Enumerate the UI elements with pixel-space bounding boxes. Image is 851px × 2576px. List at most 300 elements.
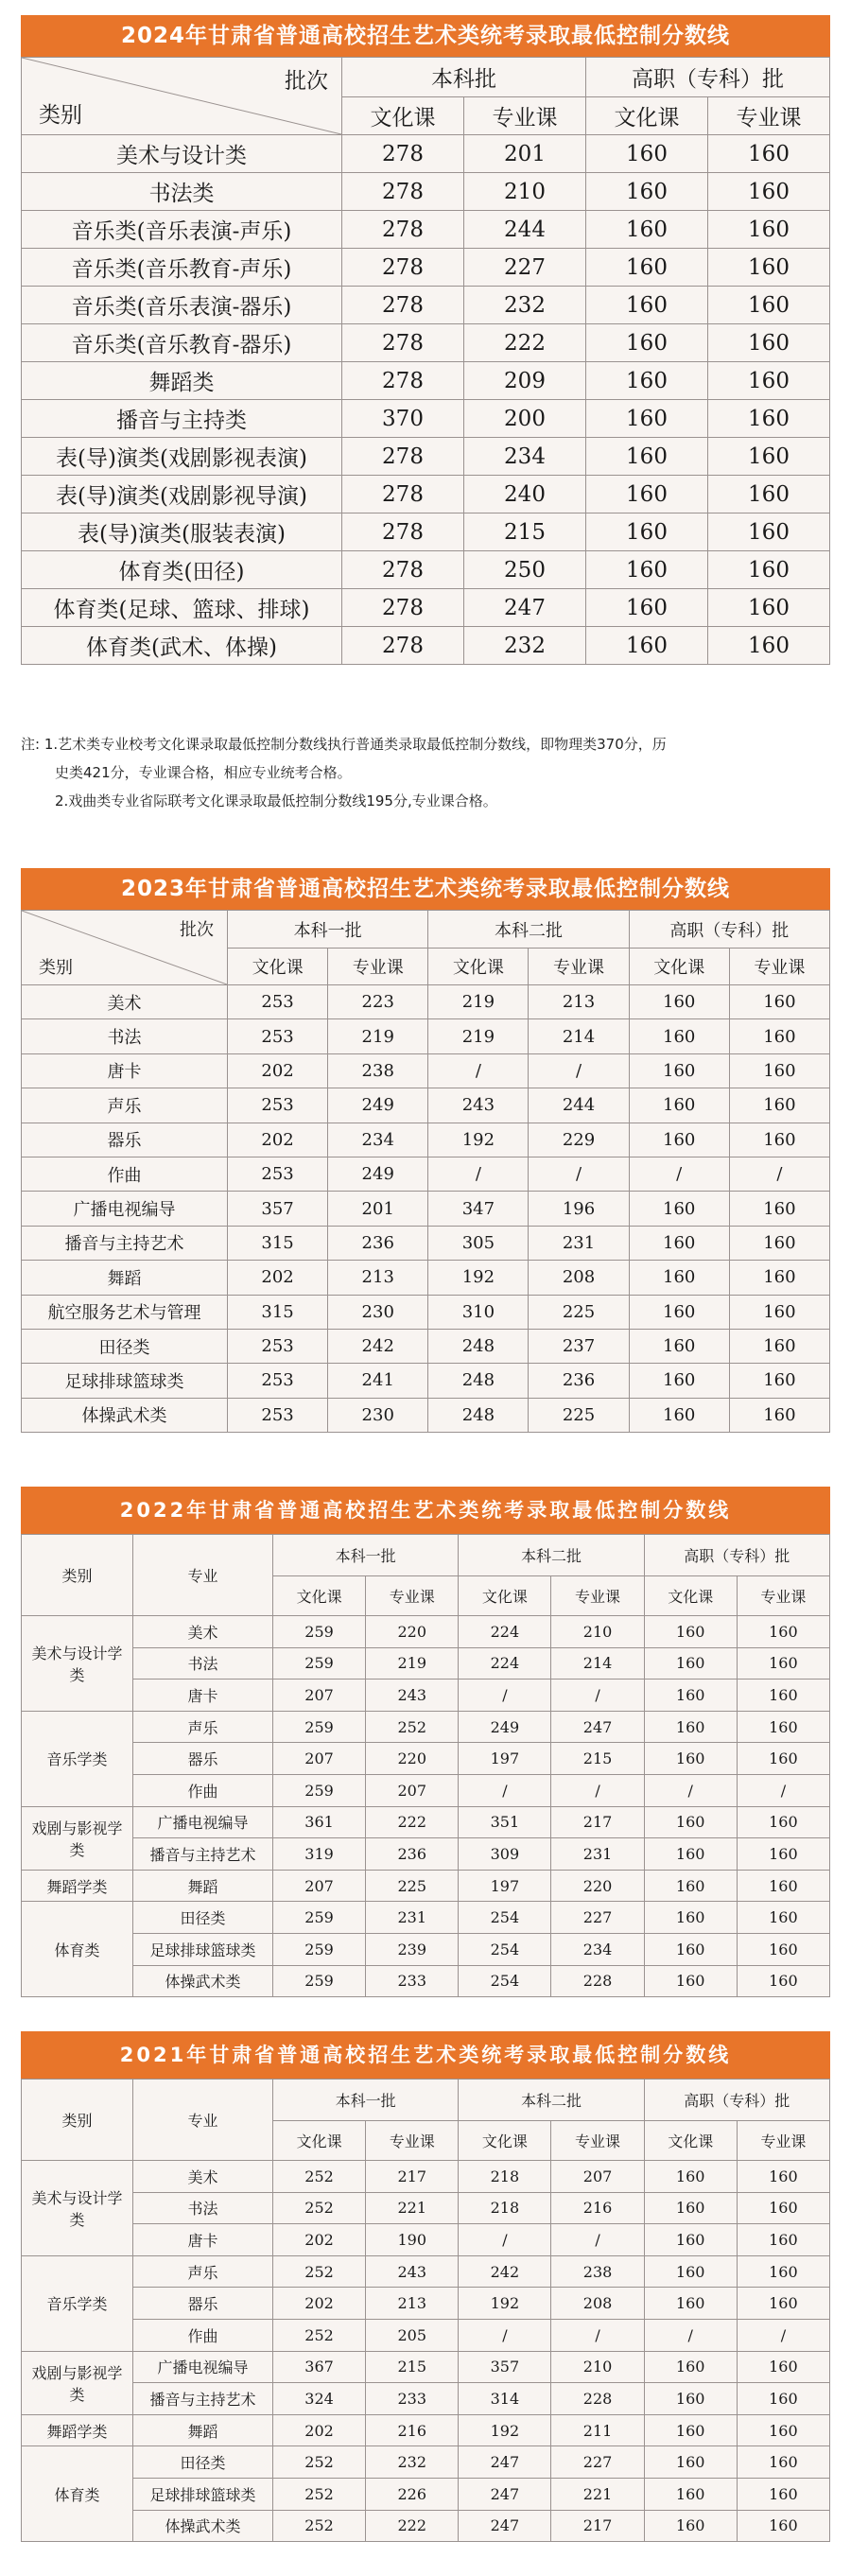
score-cell: 207: [273, 1743, 366, 1775]
score-cell: 215: [464, 513, 586, 551]
column-header: 文化课: [586, 97, 708, 135]
score-cell: 250: [464, 551, 586, 589]
table-row: [22, 1680, 830, 1712]
score-cell: 221: [366, 2192, 459, 2224]
group-header: 本科二批: [459, 2080, 644, 2121]
score-cell: 243: [366, 1680, 459, 1712]
score-cell: 319: [273, 1838, 366, 1871]
major-cell: 舞蹈: [133, 1870, 273, 1902]
score-cell: 160: [729, 1398, 829, 1432]
score-cell: 160: [737, 1965, 829, 1997]
score-cell: 252: [273, 2446, 366, 2479]
score-cell: 160: [729, 1053, 829, 1088]
major-cell: 田径类: [133, 2446, 273, 2479]
table-row: [22, 362, 830, 400]
table-row: [22, 1329, 830, 1363]
score-cell: 253: [228, 1088, 328, 1123]
score-cell: 248: [428, 1398, 529, 1432]
score-cell: 259: [273, 1711, 366, 1743]
table-row: [22, 2319, 830, 2351]
score-cell: 223: [328, 985, 428, 1019]
table-row: [22, 438, 830, 476]
score-cell: 160: [729, 1295, 829, 1329]
score-cell: 252: [273, 2510, 366, 2542]
score-cell: 278: [342, 249, 464, 287]
major-cell: 播音与主持艺术: [133, 2383, 273, 2415]
score-cell: 160: [708, 287, 830, 324]
score-cell: 160: [586, 476, 708, 513]
score-cell: 202: [273, 2224, 366, 2256]
score-cell: 160: [737, 1680, 829, 1712]
table-row: [22, 2192, 830, 2224]
score-cell: 259: [273, 1774, 366, 1806]
category-cell: 美术与设计学类: [22, 1616, 133, 1712]
score-cell: /: [644, 1774, 737, 1806]
table-2024-section: [21, 15, 830, 665]
score-cell: 160: [629, 1088, 729, 1123]
score-cell: 222: [366, 2510, 459, 2542]
score-cell: 214: [529, 1019, 629, 1053]
score-cell: 217: [551, 2510, 644, 2542]
score-cell: 160: [644, 2446, 737, 2479]
score-cell: 160: [644, 1965, 737, 1997]
major-cell: 声乐: [133, 2255, 273, 2288]
score-cell: 227: [551, 1902, 644, 1934]
score-cell: 278: [342, 627, 464, 665]
score-cell: 197: [459, 1870, 551, 1902]
score-cell: 216: [366, 2414, 459, 2446]
score-cell: 259: [273, 1965, 366, 1997]
category-header: 类别: [22, 1535, 133, 1616]
score-cell: 213: [366, 2288, 459, 2320]
score-cell: 160: [644, 2478, 737, 2510]
row-label: 声乐: [22, 1088, 228, 1123]
table-row: [22, 1226, 830, 1260]
score-cell: 215: [551, 1743, 644, 1775]
score-cell: 238: [551, 2255, 644, 2288]
score-cell: 160: [737, 2478, 829, 2510]
diagonal-header-cell: [22, 58, 342, 135]
group-header: 本科二批: [459, 1535, 644, 1576]
score-cell: 160: [708, 476, 830, 513]
column-header: 文化课: [459, 1576, 551, 1616]
table-row: [22, 1806, 830, 1838]
score-cell: 160: [586, 400, 708, 438]
score-cell: /: [551, 2224, 644, 2256]
diagonal-header-cell: [22, 911, 228, 985]
score-cell: 230: [328, 1295, 428, 1329]
score-cell: 218: [459, 2192, 551, 2224]
score-cell: 241: [328, 1364, 428, 1398]
major-cell: 舞蹈: [133, 2414, 273, 2446]
score-cell: 160: [737, 2510, 829, 2542]
score-cell: 160: [729, 1364, 829, 1398]
score-cell: 278: [342, 324, 464, 362]
score-cell: 228: [551, 2383, 644, 2415]
table-row: [22, 2288, 830, 2320]
table-row: [22, 1616, 830, 1648]
group-header: 高职（专科）批: [629, 911, 829, 949]
major-cell: 广播电视编导: [133, 1806, 273, 1838]
score-cell: 160: [708, 438, 830, 476]
table-row: [22, 1965, 830, 1997]
row-label: 书法: [22, 1019, 228, 1053]
score-cell: 202: [228, 1053, 328, 1088]
score-cell: 278: [342, 513, 464, 551]
score-cell: 253: [228, 1364, 328, 1398]
category-cell: 音乐学类: [22, 1711, 133, 1806]
table-row: [22, 513, 830, 551]
category-cell: 舞蹈学类: [22, 1870, 133, 1902]
score-cell: 225: [529, 1295, 629, 1329]
score-cell: 232: [464, 287, 586, 324]
score-cell: 160: [708, 400, 830, 438]
score-cell: 278: [342, 173, 464, 211]
score-cell: 315: [228, 1226, 328, 1260]
score-cell: 209: [464, 362, 586, 400]
score-cell: 160: [644, 1647, 737, 1680]
score-cell: 160: [708, 362, 830, 400]
major-cell: 播音与主持艺术: [133, 1838, 273, 1871]
row-label: 体操武术类: [22, 1398, 228, 1432]
score-cell: 160: [644, 1616, 737, 1648]
score-cell: 219: [366, 1647, 459, 1680]
major-cell: 体操武术类: [133, 2510, 273, 2542]
category-label: 类别: [39, 103, 82, 128]
score-cell: 160: [729, 1261, 829, 1295]
table-row: [22, 627, 830, 665]
score-cell: 243: [366, 2255, 459, 2288]
row-label: 器乐: [22, 1123, 228, 1157]
score-cell: 160: [708, 211, 830, 249]
score-cell: 160: [737, 1743, 829, 1775]
row-label: 音乐类(音乐教育-器乐): [22, 324, 342, 362]
score-cell: 278: [342, 551, 464, 589]
row-label: 书法类: [22, 173, 342, 211]
score-cell: 228: [551, 1965, 644, 1997]
table-2022-title: 2022年甘肃省普通高校招生艺术类统考录取最低控制分数线: [21, 1487, 830, 1534]
score-cell: 202: [273, 2288, 366, 2320]
score-cell: 351: [459, 1806, 551, 1838]
score-cell: 242: [328, 1329, 428, 1363]
column-header: 专业课: [529, 949, 629, 985]
table-row: [22, 1192, 830, 1226]
notes-2024: [21, 730, 830, 815]
table-row: [22, 1295, 830, 1329]
score-cell: 253: [228, 1157, 328, 1191]
major-cell: 声乐: [133, 1711, 273, 1743]
table-row: [22, 1123, 830, 1157]
score-cell: 160: [644, 2383, 737, 2415]
score-cell: 160: [644, 1902, 737, 1934]
score-cell: 160: [586, 211, 708, 249]
score-cell: 160: [629, 1364, 729, 1398]
score-cell: 230: [328, 1398, 428, 1432]
major-cell: 作曲: [133, 1774, 273, 1806]
row-label: 足球排球篮球类: [22, 1364, 228, 1398]
score-cell: 310: [428, 1295, 529, 1329]
score-cell: 160: [729, 1123, 829, 1157]
major-header: 专业: [133, 2080, 273, 2161]
score-cell: 160: [586, 135, 708, 173]
table-row: [22, 2510, 830, 2542]
score-cell: /: [551, 1680, 644, 1712]
score-cell: 252: [273, 2478, 366, 2510]
column-header: 专业课: [737, 1576, 829, 1616]
table-row: [22, 2161, 830, 2193]
major-cell: 书法: [133, 1647, 273, 1680]
score-cell: 324: [273, 2383, 366, 2415]
score-cell: 216: [551, 2192, 644, 2224]
score-cell: 232: [464, 627, 586, 665]
score-cell: 225: [529, 1398, 629, 1432]
score-cell: 213: [529, 985, 629, 1019]
table-row: [22, 2383, 830, 2415]
score-cell: 247: [459, 2478, 551, 2510]
row-label: 音乐类(音乐表演-器乐): [22, 287, 342, 324]
category-cell: 戏剧与影视学类: [22, 2351, 133, 2414]
score-cell: 357: [228, 1192, 328, 1226]
score-cell: 218: [459, 2161, 551, 2193]
score-cell: 244: [464, 211, 586, 249]
score-cell: 160: [644, 2192, 737, 2224]
score-cell: 160: [629, 1398, 729, 1432]
score-cell: 197: [459, 1743, 551, 1775]
score-cell: 361: [273, 1806, 366, 1838]
column-header: 文化课: [273, 2121, 366, 2161]
table-row: [22, 985, 830, 1019]
column-header: 专业课: [328, 949, 428, 985]
major-cell: 唐卡: [133, 1680, 273, 1712]
major-cell: 器乐: [133, 2288, 273, 2320]
table-2021-title: 2021年甘肃省普通高校招生艺术类统考录取最低控制分数线: [21, 2031, 830, 2079]
score-cell: 160: [644, 1870, 737, 1902]
score-cell: 160: [708, 513, 830, 551]
table-row: [22, 2255, 830, 2288]
score-cell: 160: [737, 2351, 829, 2383]
table-row: [22, 2224, 830, 2256]
table-row: [22, 211, 830, 249]
category-cell: 美术与设计学类: [22, 2161, 133, 2256]
score-cell: /: [428, 1157, 529, 1191]
score-cell: 207: [366, 1774, 459, 1806]
score-cell: 160: [737, 2255, 829, 2288]
score-cell: 253: [228, 1398, 328, 1432]
column-header: 文化课: [629, 949, 729, 985]
table-row: [22, 287, 830, 324]
score-cell: 196: [529, 1192, 629, 1226]
score-cell: 202: [228, 1123, 328, 1157]
score-cell: 278: [342, 287, 464, 324]
score-cell: 208: [551, 2288, 644, 2320]
score-cell: 220: [551, 1870, 644, 1902]
column-header: 文化课: [428, 949, 529, 985]
note-line: 2.戏曲类专业省际联考文化课录取最低控制分数线195分,专业课合格。: [55, 792, 497, 809]
score-cell: 202: [228, 1261, 328, 1295]
score-cell: 160: [644, 2224, 737, 2256]
score-cell: 229: [529, 1123, 629, 1157]
column-header: 专业课: [551, 1576, 644, 1616]
score-cell: 160: [737, 1838, 829, 1871]
major-cell: 足球排球篮球类: [133, 1933, 273, 1965]
column-header: 文化课: [644, 1576, 737, 1616]
row-label: 作曲: [22, 1157, 228, 1191]
score-cell: 160: [737, 1616, 829, 1648]
score-cell: /: [459, 1680, 551, 1712]
score-cell: 254: [459, 1933, 551, 1965]
column-header: 文化课: [273, 1576, 366, 1616]
group-header: 本科二批: [428, 911, 629, 949]
score-cell: 160: [737, 1933, 829, 1965]
score-cell: 160: [586, 438, 708, 476]
major-cell: 体操武术类: [133, 1965, 273, 1997]
score-cell: 201: [464, 135, 586, 173]
score-cell: 231: [366, 1902, 459, 1934]
score-cell: 253: [228, 985, 328, 1019]
row-label: 表(导)演类(服装表演): [22, 513, 342, 551]
score-cell: 160: [708, 627, 830, 665]
score-cell: 160: [644, 1711, 737, 1743]
score-cell: 160: [644, 1933, 737, 1965]
score-cell: 160: [708, 249, 830, 287]
score-cell: 192: [459, 2288, 551, 2320]
score-cell: 236: [366, 1838, 459, 1871]
score-cell: 222: [366, 1806, 459, 1838]
group-header: 本科一批: [273, 1535, 459, 1576]
table-row: [22, 1743, 830, 1775]
row-label: 体育类(田径): [22, 551, 342, 589]
score-cell: 160: [644, 1680, 737, 1712]
row-label: 播音与主持艺术: [22, 1226, 228, 1260]
score-cell: 160: [644, 2351, 737, 2383]
category-cell: 体育类: [22, 2446, 133, 2542]
score-cell: 227: [551, 2446, 644, 2479]
row-label: 唐卡: [22, 1053, 228, 1088]
score-cell: 233: [366, 2383, 459, 2415]
table-row: [22, 2414, 830, 2446]
score-cell: 160: [737, 2383, 829, 2415]
row-label: 美术: [22, 985, 228, 1019]
score-cell: /: [737, 2319, 829, 2351]
major-cell: 器乐: [133, 1743, 273, 1775]
score-cell: /: [459, 2319, 551, 2351]
score-cell: 224: [459, 1647, 551, 1680]
score-cell: 234: [464, 438, 586, 476]
score-cell: /: [729, 1157, 829, 1191]
score-cell: 208: [529, 1261, 629, 1295]
score-cell: 160: [644, 1806, 737, 1838]
group-header: 高职（专科）批: [586, 58, 830, 97]
column-header: 专业课: [464, 97, 586, 135]
table-2022-section: [21, 1487, 830, 1997]
score-cell: 160: [644, 2414, 737, 2446]
table-row: [22, 1019, 830, 1053]
score-cell: 231: [551, 1838, 644, 1871]
score-cell: 231: [529, 1226, 629, 1260]
batch-label: 批次: [180, 920, 214, 940]
table-row: [22, 2446, 830, 2479]
table-row: [22, 1647, 830, 1680]
score-cell: 160: [708, 135, 830, 173]
score-cell: 160: [729, 985, 829, 1019]
score-cell: 233: [366, 1965, 459, 1997]
score-cell: 219: [428, 985, 529, 1019]
row-label: 舞蹈: [22, 1261, 228, 1295]
table-2023: [21, 910, 830, 1433]
score-cell: 192: [428, 1261, 529, 1295]
score-cell: 217: [551, 1806, 644, 1838]
table-row: [22, 476, 830, 513]
score-cell: 247: [459, 2510, 551, 2542]
column-header: 文化课: [644, 2121, 737, 2161]
score-cell: 278: [342, 476, 464, 513]
row-label: 表(导)演类(戏剧影视导演): [22, 476, 342, 513]
score-cell: 160: [737, 2192, 829, 2224]
score-cell: 370: [342, 400, 464, 438]
score-cell: 160: [586, 362, 708, 400]
score-cell: 160: [629, 1123, 729, 1157]
score-cell: 305: [428, 1226, 529, 1260]
score-cell: 160: [586, 173, 708, 211]
score-cell: 160: [737, 1806, 829, 1838]
table-row: [22, 1838, 830, 1871]
major-header: 专业: [133, 1535, 273, 1616]
column-header: 文化课: [228, 949, 328, 985]
score-cell: 160: [737, 2288, 829, 2320]
table-row: [22, 1870, 830, 1902]
score-cell: 347: [428, 1192, 529, 1226]
major-cell: 广播电视编导: [133, 2351, 273, 2383]
category-cell: 体育类: [22, 1902, 133, 1997]
column-header: 专业课: [551, 2121, 644, 2161]
score-cell: 160: [586, 551, 708, 589]
table-row: [22, 1774, 830, 1806]
table-row: [22, 589, 830, 627]
score-cell: /: [629, 1157, 729, 1191]
score-cell: 192: [428, 1123, 529, 1157]
score-cell: 160: [629, 985, 729, 1019]
table-row: [22, 1398, 830, 1432]
score-cell: 160: [737, 2161, 829, 2193]
score-cell: /: [551, 1774, 644, 1806]
table-row: [22, 1711, 830, 1743]
table-row: [22, 2478, 830, 2510]
score-cell: 160: [629, 1261, 729, 1295]
row-label: 舞蹈类: [22, 362, 342, 400]
row-label: 体育类(足球、篮球、排球): [22, 589, 342, 627]
major-cell: 田径类: [133, 1902, 273, 1934]
score-cell: 278: [342, 362, 464, 400]
score-cell: 207: [273, 1870, 366, 1902]
score-cell: 160: [737, 1711, 829, 1743]
row-label: 表(导)演类(戏剧影视表演): [22, 438, 342, 476]
score-cell: 221: [551, 2478, 644, 2510]
row-label: 广播电视编导: [22, 1192, 228, 1226]
score-cell: 210: [551, 2351, 644, 2383]
score-cell: 232: [366, 2446, 459, 2479]
score-cell: 160: [586, 287, 708, 324]
category-header: 类别: [22, 2080, 133, 2161]
table-row: [22, 1933, 830, 1965]
score-cell: 254: [459, 1965, 551, 1997]
score-cell: 160: [644, 1743, 737, 1775]
score-cell: 160: [729, 1019, 829, 1053]
score-cell: 217: [366, 2161, 459, 2193]
score-cell: 202: [273, 2414, 366, 2446]
table-2024: [21, 57, 830, 665]
score-cell: 220: [366, 1616, 459, 1648]
score-cell: /: [529, 1053, 629, 1088]
